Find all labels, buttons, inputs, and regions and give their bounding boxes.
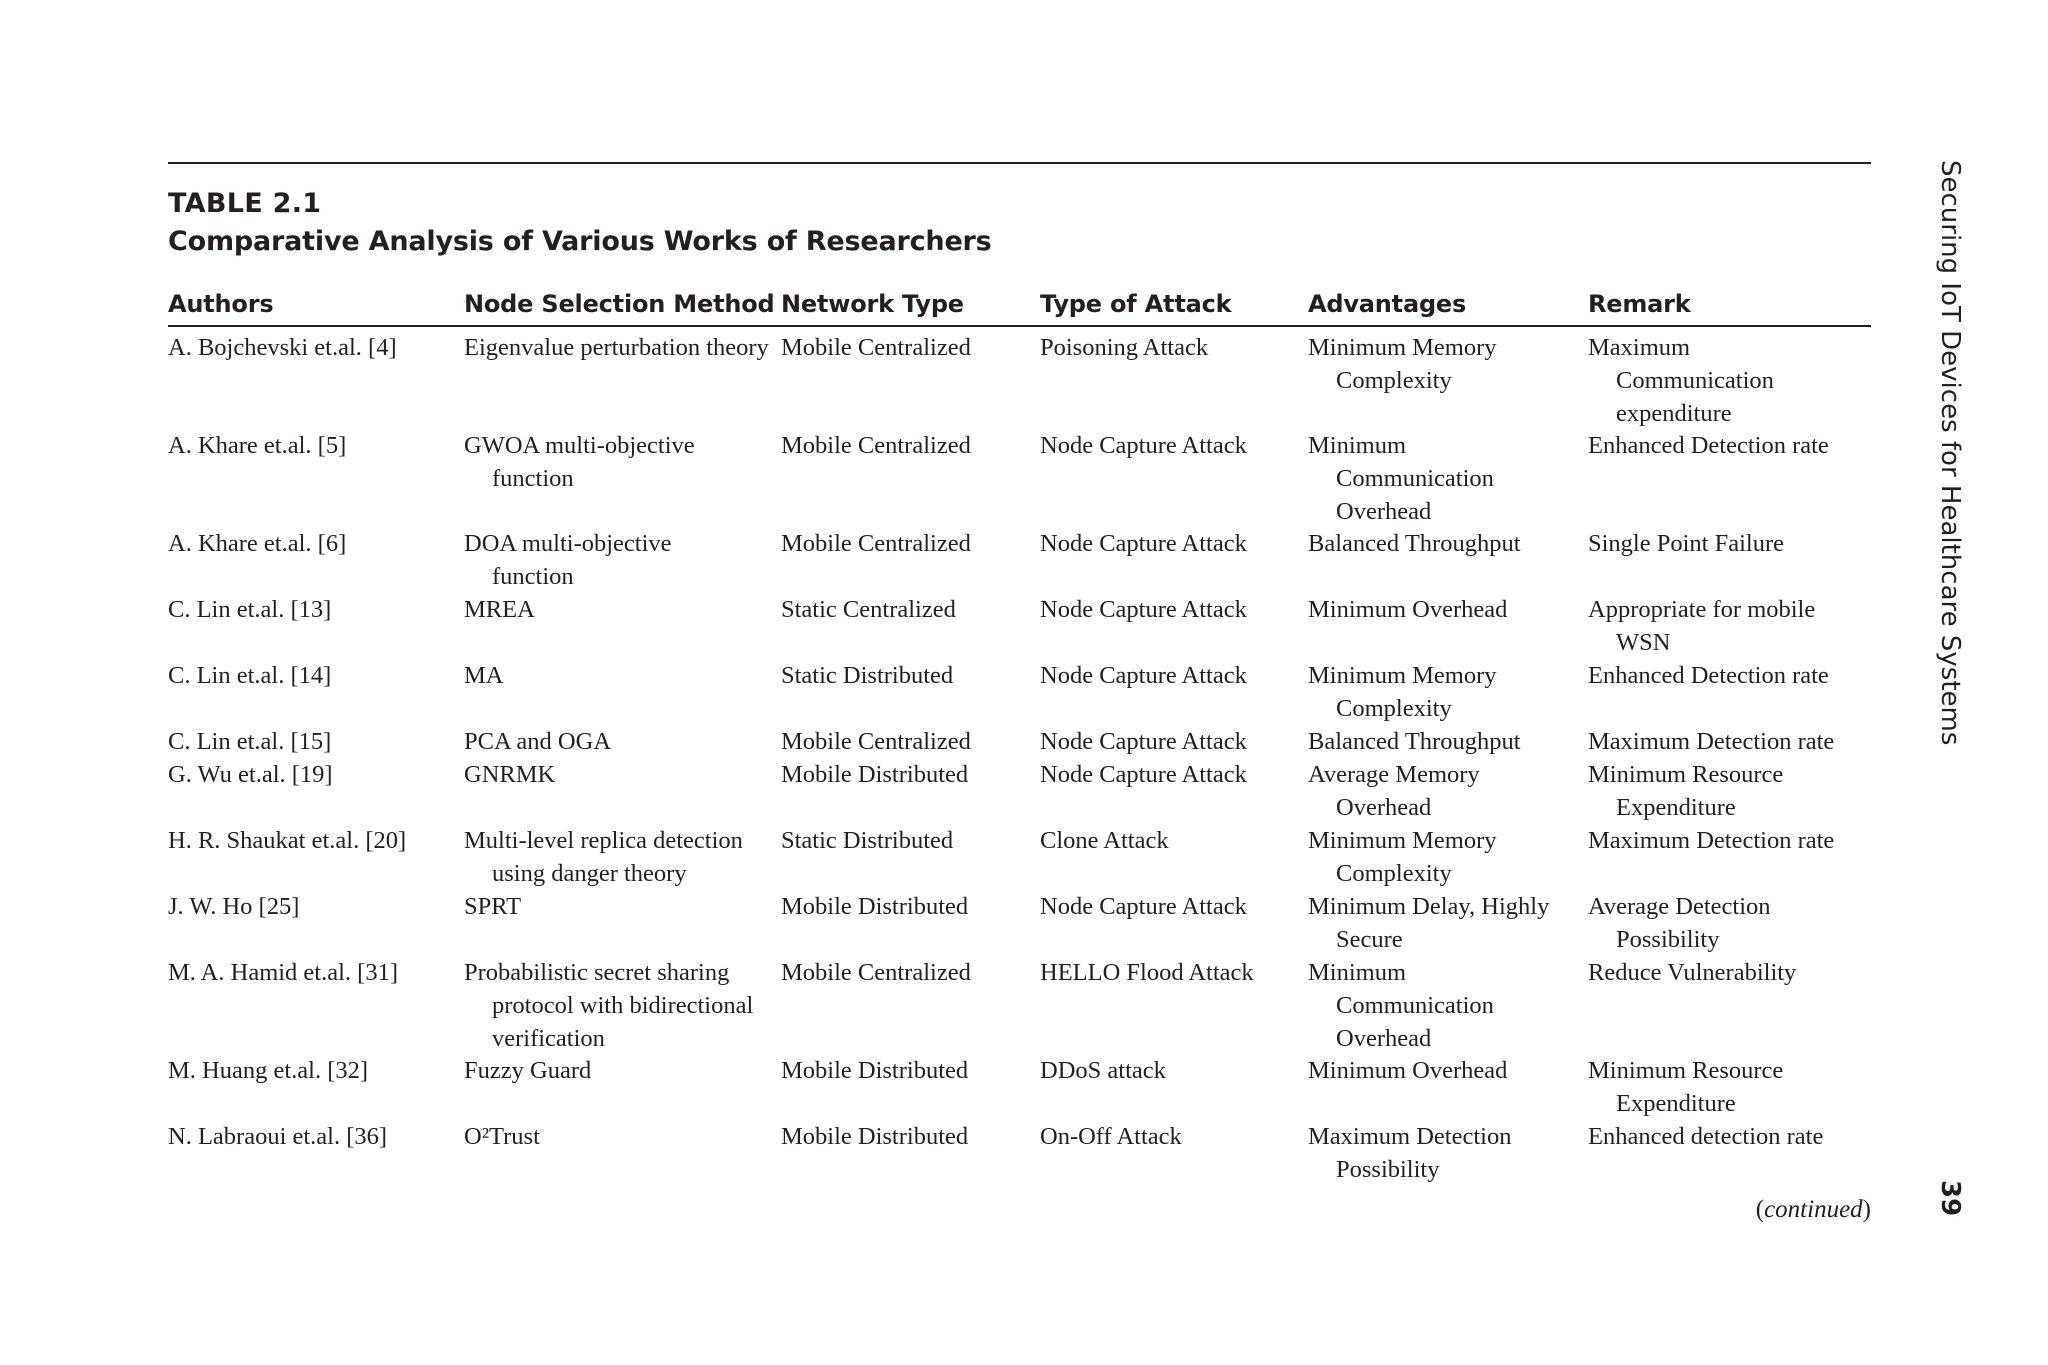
table-row: [168, 726, 1871, 759]
cell-remark: Maximum Communication expenditure: [1588, 334, 1774, 427]
page-number: 39: [1935, 1180, 1965, 1217]
cell-authors: C. Lin et.al. [13]: [168, 596, 332, 623]
table-row: [168, 891, 1871, 957]
cell-attack: Clone Attack: [1040, 827, 1169, 854]
cell-attack: Node Capture Attack: [1040, 530, 1247, 557]
table-row: [168, 430, 1871, 528]
table-body: [168, 332, 1871, 1187]
table-row: [168, 759, 1871, 825]
table-row: [168, 660, 1871, 726]
table-label: TABLE 2.1: [168, 188, 322, 219]
table-row: [168, 1121, 1871, 1187]
table-row: [168, 594, 1871, 660]
cell-authors: A. Khare et.al. [6]: [168, 530, 347, 557]
cell-attack: HELLO Flood Attack: [1040, 959, 1254, 986]
table-row: [168, 332, 1871, 430]
cell-advantages: Balanced Throughput: [1308, 530, 1521, 557]
cell-method: PCA and OGA: [464, 728, 612, 755]
cell-authors: N. Labraoui et.al. [36]: [168, 1123, 388, 1150]
cell-network: Static Distributed: [781, 662, 954, 689]
table-row: [168, 957, 1871, 1055]
cell-attack: Poisoning Attack: [1040, 334, 1209, 361]
cell-remark: Maximum Detection rate: [1588, 827, 1835, 854]
cell-remark: Enhanced Detection rate: [1588, 432, 1829, 459]
cell-authors: A. Bojchevski et.al. [4]: [168, 334, 397, 361]
cell-advantages: Minimum Memory Complexity: [1308, 662, 1497, 722]
cell-network: Mobile Centralized: [781, 530, 971, 557]
cell-advantages: Minimum Communication Overhead: [1308, 432, 1494, 525]
running-head: Securing IoT Devices for Healthcare Systems: [1935, 160, 1965, 746]
cell-network: Mobile Distributed: [781, 761, 969, 788]
cell-attack: Node Capture Attack: [1040, 761, 1247, 788]
cell-remark: Average Detection Possibility: [1588, 893, 1771, 953]
cell-advantages: Minimum Overhead: [1308, 596, 1508, 623]
cell-authors: A. Khare et.al. [5]: [168, 432, 347, 459]
cell-method: Eigenvalue perturbation theory: [464, 334, 769, 361]
header-rule: [168, 325, 1871, 327]
column-header-remark: Remark: [1588, 290, 1691, 318]
table-row: [168, 528, 1871, 594]
cell-authors: M. A. Hamid et.al. [31]: [168, 959, 398, 986]
cell-network: Static Distributed: [781, 827, 954, 854]
continued-label: continued: [1764, 1196, 1863, 1223]
cell-remark: Minimum Resource Expenditure: [1588, 761, 1784, 821]
cell-network: Static Centralized: [781, 596, 956, 623]
table-title: Comparative Analysis of Various Works of Researchers: [168, 226, 992, 257]
cell-network: Mobile Centralized: [781, 728, 971, 755]
cell-remark: Enhanced Detection rate: [1588, 662, 1829, 689]
cell-network: Mobile Distributed: [781, 893, 969, 920]
cell-attack: Node Capture Attack: [1040, 893, 1247, 920]
cell-advantages: Minimum Memory Complexity: [1308, 827, 1497, 887]
cell-authors: C. Lin et.al. [15]: [168, 728, 332, 755]
column-header-advantages: Advantages: [1308, 290, 1467, 318]
cell-authors: G. Wu et.al. [19]: [168, 761, 333, 788]
cell-advantages: Minimum Memory Complexity: [1308, 334, 1497, 394]
cell-advantages: Minimum Communication Overhead: [1308, 959, 1494, 1052]
cell-network: Mobile Centralized: [781, 959, 971, 986]
cell-authors: C. Lin et.al. [14]: [168, 662, 332, 689]
cell-network: Mobile Centralized: [781, 334, 971, 361]
cell-authors: J. W. Ho [25]: [168, 893, 300, 920]
cell-remark: Enhanced detection rate: [1588, 1123, 1824, 1150]
cell-remark: Appropriate for mobile WSN: [1588, 596, 1816, 656]
cell-network: Mobile Centralized: [781, 432, 971, 459]
cell-remark: Minimum Resource Expenditure: [1588, 1057, 1784, 1117]
cell-method: Fuzzy Guard: [464, 1057, 592, 1084]
cell-method: SPRT: [464, 893, 522, 920]
cell-authors: M. Huang et.al. [32]: [168, 1057, 369, 1084]
cell-method: MA: [464, 662, 504, 689]
cell-method: GNRMK: [464, 761, 556, 788]
column-header-type-of-attack: Type of Attack: [1040, 290, 1232, 318]
cell-method: MREA: [464, 596, 535, 623]
cell-advantages: Balanced Throughput: [1308, 728, 1521, 755]
cell-network: Mobile Distributed: [781, 1057, 969, 1084]
cell-attack: Node Capture Attack: [1040, 662, 1247, 689]
cell-attack: Node Capture Attack: [1040, 728, 1247, 755]
cell-method: Probabilistic secret sharing protocol with bidirectional verification: [464, 959, 754, 1052]
column-header-node-selection-method: Node Selection Method: [464, 290, 775, 318]
table-header-row: [168, 288, 1871, 324]
column-header-authors: Authors: [168, 290, 274, 318]
cell-authors: H. R. Shaukat et.al. [20]: [168, 827, 407, 854]
cell-attack: Node Capture Attack: [1040, 432, 1247, 459]
top-rule: [168, 162, 1871, 164]
column-header-network-type: Network Type: [781, 290, 964, 318]
cell-attack: DDoS attack: [1040, 1057, 1166, 1084]
table-row: [168, 825, 1871, 891]
cell-advantages: Maximum Detection Possibility: [1308, 1123, 1512, 1183]
cell-attack: Node Capture Attack: [1040, 596, 1247, 623]
cell-remark: Reduce Vulnerability: [1588, 959, 1797, 986]
cell-advantages: Minimum Delay, Highly Secure: [1308, 893, 1550, 953]
cell-remark: Maximum Detection rate: [1588, 728, 1835, 755]
cell-network: Mobile Distributed: [781, 1123, 969, 1150]
cell-attack: On-Off Attack: [1040, 1123, 1182, 1150]
cell-advantages: Minimum Overhead: [1308, 1057, 1508, 1084]
cell-advantages: Average Memory Overhead: [1308, 761, 1480, 821]
cell-method: GWOA multi-objective function: [464, 432, 695, 492]
cell-method: Multi-level replica detection using danger theory: [464, 827, 743, 887]
cell-remark: Single Point Failure: [1588, 530, 1784, 557]
table-row: [168, 1055, 1871, 1121]
cell-method: DOA multi-objective function: [464, 530, 672, 590]
cell-method: O²Trust: [464, 1123, 540, 1150]
continued-note: (continued): [1755, 1196, 1871, 1223]
